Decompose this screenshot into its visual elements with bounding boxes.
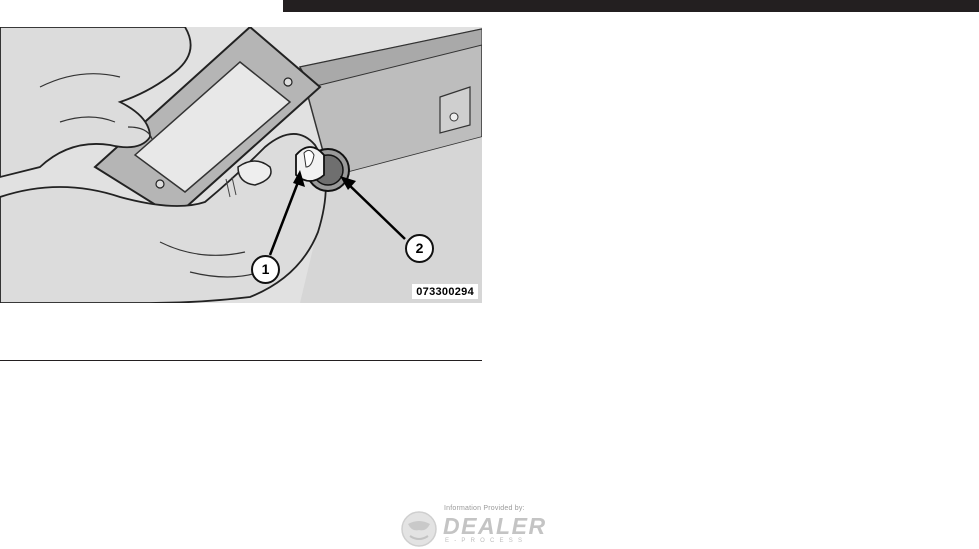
dealer-eprocess-watermark [400, 503, 570, 549]
section-divider [0, 360, 482, 361]
watermark-tagline: E-PROCESS [445, 538, 528, 544]
callout-1: 1 [251, 255, 280, 284]
watermark-brand: DEALER [443, 513, 547, 539]
page-header-bar [283, 0, 979, 12]
globe-logo-icon [400, 510, 438, 548]
illustration-drawing [0, 27, 482, 303]
figure-code: 073300294 [412, 284, 478, 299]
watermark-provided-by: Information Provided by: [444, 505, 525, 512]
callout-2: 2 [405, 234, 434, 263]
bulb-removal-illustration [0, 27, 482, 303]
